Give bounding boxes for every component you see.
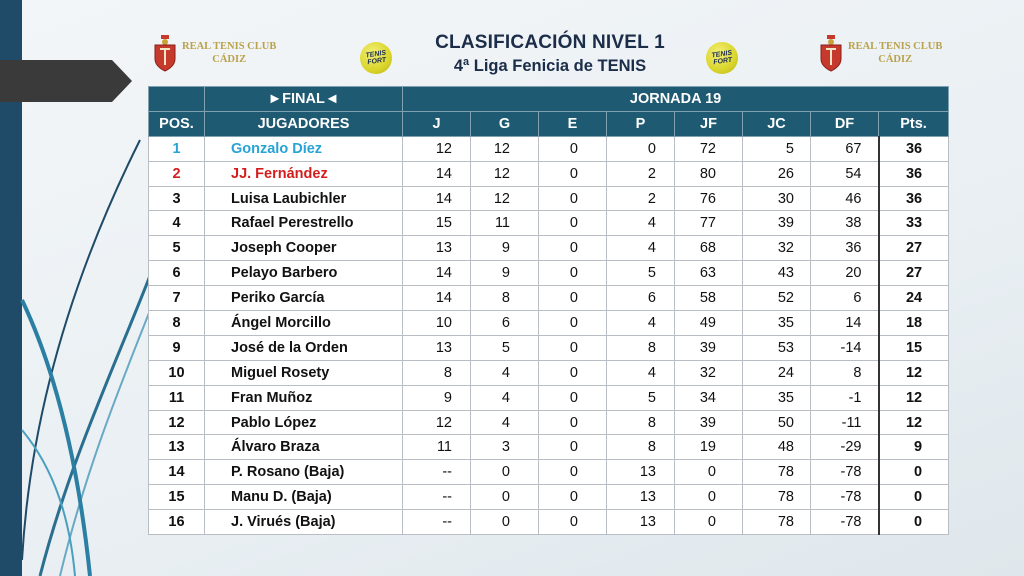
games-for-cell: 80 xyxy=(675,161,743,186)
position-cell: 13 xyxy=(149,435,205,460)
table-header-columns xyxy=(149,111,949,136)
table-row xyxy=(149,335,949,360)
page-title: CLASIFICACIÓN NIVEL 1 xyxy=(435,32,665,53)
played-cell: 12 xyxy=(403,136,471,161)
won-cell: 12 xyxy=(471,186,539,211)
won-cell: 3 xyxy=(471,435,539,460)
position-cell: 14 xyxy=(149,460,205,485)
table-row xyxy=(149,136,949,161)
games-against-cell: 78 xyxy=(743,510,811,535)
points-cell: 0 xyxy=(879,510,949,535)
drawn-cell: 0 xyxy=(539,510,607,535)
player-name-cell: Rafael Perestrello xyxy=(205,211,403,236)
table-row xyxy=(149,485,949,510)
played-cell: 15 xyxy=(403,211,471,236)
difference-cell: 38 xyxy=(811,211,879,236)
played-cell: -- xyxy=(403,460,471,485)
table-row xyxy=(149,435,949,460)
table-row xyxy=(149,286,949,311)
difference-cell: -1 xyxy=(811,385,879,410)
table-row xyxy=(149,161,949,186)
points-cell: 12 xyxy=(879,385,949,410)
won-cell: 9 xyxy=(471,261,539,286)
drawn-cell: 0 xyxy=(539,435,607,460)
page-title-block xyxy=(360,32,740,76)
difference-cell: -78 xyxy=(811,510,879,535)
drawn-cell: 0 xyxy=(539,360,607,385)
games-for-cell: 0 xyxy=(675,485,743,510)
ball-text-line1: TENIS xyxy=(710,49,733,60)
points-cell: 36 xyxy=(879,161,949,186)
games-against-cell: 30 xyxy=(743,186,811,211)
ball-text-line2: FORT xyxy=(366,56,387,67)
club-crest-icon xyxy=(152,33,178,73)
points-cell: 27 xyxy=(879,261,949,286)
column-header: P xyxy=(607,111,675,136)
games-against-cell: 32 xyxy=(743,236,811,261)
games-for-cell: 19 xyxy=(675,435,743,460)
table-row xyxy=(149,460,949,485)
difference-cell: 6 xyxy=(811,286,879,311)
games-against-cell: 24 xyxy=(743,360,811,385)
difference-cell: 67 xyxy=(811,136,879,161)
tennis-ball-icon xyxy=(706,42,738,74)
drawn-cell: 0 xyxy=(539,236,607,261)
won-cell: 8 xyxy=(471,286,539,311)
table-row xyxy=(149,261,949,286)
played-cell: 13 xyxy=(403,335,471,360)
standings-table xyxy=(148,86,949,535)
ball-text-line1: TENIS xyxy=(364,49,387,60)
won-cell: 9 xyxy=(471,236,539,261)
drawn-cell: 0 xyxy=(539,485,607,510)
games-against-cell: 26 xyxy=(743,161,811,186)
player-name-cell: Álvaro Braza xyxy=(205,435,403,460)
games-against-cell: 5 xyxy=(743,136,811,161)
points-cell: 36 xyxy=(879,136,949,161)
games-against-cell: 48 xyxy=(743,435,811,460)
difference-cell: 36 xyxy=(811,236,879,261)
lost-cell: 2 xyxy=(607,161,675,186)
difference-cell: -11 xyxy=(811,410,879,435)
lost-cell: 6 xyxy=(607,286,675,311)
played-cell: -- xyxy=(403,485,471,510)
lost-cell: 4 xyxy=(607,311,675,336)
lost-cell: 8 xyxy=(607,335,675,360)
difference-cell: 54 xyxy=(811,161,879,186)
lost-cell: 2 xyxy=(607,186,675,211)
lost-cell: 8 xyxy=(607,435,675,460)
difference-cell: 8 xyxy=(811,360,879,385)
games-for-cell: 39 xyxy=(675,335,743,360)
won-cell: 11 xyxy=(471,211,539,236)
difference-cell: -78 xyxy=(811,460,879,485)
games-against-cell: 50 xyxy=(743,410,811,435)
games-against-cell: 78 xyxy=(743,485,811,510)
drawn-cell: 0 xyxy=(539,385,607,410)
games-for-cell: 77 xyxy=(675,211,743,236)
games-for-cell: 49 xyxy=(675,311,743,336)
column-header: JF xyxy=(675,111,743,136)
won-cell: 4 xyxy=(471,410,539,435)
points-cell: 12 xyxy=(879,360,949,385)
drawn-cell: 0 xyxy=(539,136,607,161)
games-against-cell: 39 xyxy=(743,211,811,236)
games-for-cell: 68 xyxy=(675,236,743,261)
column-header: JUGADORES xyxy=(205,111,403,136)
games-against-cell: 78 xyxy=(743,460,811,485)
played-cell: -- xyxy=(403,510,471,535)
played-cell: 8 xyxy=(403,360,471,385)
points-cell: 9 xyxy=(879,435,949,460)
position-cell: 6 xyxy=(149,261,205,286)
drawn-cell: 0 xyxy=(539,286,607,311)
player-name-cell: Luisa Laubichler xyxy=(205,186,403,211)
won-cell: 12 xyxy=(471,136,539,161)
won-cell: 4 xyxy=(471,385,539,410)
games-against-cell: 35 xyxy=(743,385,811,410)
position-cell: 15 xyxy=(149,485,205,510)
player-name-cell: Miguel Rosety xyxy=(205,360,403,385)
played-cell: 12 xyxy=(403,410,471,435)
table-row xyxy=(149,510,949,535)
column-header: J xyxy=(403,111,471,136)
difference-cell: -14 xyxy=(811,335,879,360)
won-cell: 0 xyxy=(471,460,539,485)
won-cell: 12 xyxy=(471,161,539,186)
position-cell: 4 xyxy=(149,211,205,236)
won-cell: 4 xyxy=(471,360,539,385)
points-cell: 33 xyxy=(879,211,949,236)
player-name-cell: Periko García xyxy=(205,286,403,311)
games-for-cell: 34 xyxy=(675,385,743,410)
played-cell: 10 xyxy=(403,311,471,336)
position-cell: 3 xyxy=(149,186,205,211)
games-against-cell: 35 xyxy=(743,311,811,336)
player-name-cell: Ángel Morcillo xyxy=(205,311,403,336)
position-cell: 1 xyxy=(149,136,205,161)
lost-cell: 4 xyxy=(607,236,675,261)
position-cell: 12 xyxy=(149,410,205,435)
drawn-cell: 0 xyxy=(539,311,607,336)
club-logo-left xyxy=(152,32,276,74)
header-blank xyxy=(149,87,205,112)
table-row xyxy=(149,311,949,336)
games-for-cell: 39 xyxy=(675,410,743,435)
played-cell: 14 xyxy=(403,161,471,186)
position-cell: 16 xyxy=(149,510,205,535)
player-name-cell: J. Virués (Baja) xyxy=(205,510,403,535)
difference-cell: -29 xyxy=(811,435,879,460)
games-for-cell: 72 xyxy=(675,136,743,161)
points-cell: 15 xyxy=(879,335,949,360)
table-row xyxy=(149,360,949,385)
games-for-cell: 76 xyxy=(675,186,743,211)
games-for-cell: 0 xyxy=(675,510,743,535)
club-logo-right xyxy=(818,32,942,74)
position-cell: 2 xyxy=(149,161,205,186)
played-cell: 13 xyxy=(403,236,471,261)
points-cell: 0 xyxy=(879,485,949,510)
lost-cell: 13 xyxy=(607,485,675,510)
points-cell: 36 xyxy=(879,186,949,211)
player-name-cell: Gonzalo Díez xyxy=(205,136,403,161)
points-cell: 12 xyxy=(879,410,949,435)
games-against-cell: 53 xyxy=(743,335,811,360)
lost-cell: 4 xyxy=(607,360,675,385)
ball-text-line2: FORT xyxy=(712,56,733,67)
player-name-cell: JJ. Fernández xyxy=(205,161,403,186)
points-cell: 0 xyxy=(879,460,949,485)
games-against-cell: 43 xyxy=(743,261,811,286)
drawn-cell: 0 xyxy=(539,186,607,211)
drawn-cell: 0 xyxy=(539,211,607,236)
position-cell: 8 xyxy=(149,311,205,336)
played-cell: 14 xyxy=(403,261,471,286)
round-label: JORNADA 19 xyxy=(403,87,949,112)
club-crest-icon xyxy=(818,33,844,73)
player-name-cell: P. Rosano (Baja) xyxy=(205,460,403,485)
difference-cell: 20 xyxy=(811,261,879,286)
points-cell: 27 xyxy=(879,236,949,261)
lost-cell: 4 xyxy=(607,211,675,236)
drawn-cell: 0 xyxy=(539,161,607,186)
games-against-cell: 52 xyxy=(743,286,811,311)
lost-cell: 8 xyxy=(607,410,675,435)
page-subtitle: 4ª Liga Fenicia de TENIS xyxy=(453,57,647,75)
column-header: Pts. xyxy=(879,111,949,136)
player-name-cell: Joseph Cooper xyxy=(205,236,403,261)
lost-cell: 13 xyxy=(607,460,675,485)
club-name-left-line1: REAL TENIS CLUB xyxy=(182,41,277,52)
played-cell: 14 xyxy=(403,286,471,311)
points-cell: 24 xyxy=(879,286,949,311)
table-row xyxy=(149,236,949,261)
column-header: JC xyxy=(743,111,811,136)
lost-cell: 13 xyxy=(607,510,675,535)
player-name-cell: Manu D. (Baja) xyxy=(205,485,403,510)
lost-cell: 5 xyxy=(607,385,675,410)
difference-cell: -78 xyxy=(811,485,879,510)
player-name-cell: Pablo López xyxy=(205,410,403,435)
position-cell: 10 xyxy=(149,360,205,385)
difference-cell: 46 xyxy=(811,186,879,211)
won-cell: 5 xyxy=(471,335,539,360)
column-header: DF xyxy=(811,111,879,136)
games-for-cell: 63 xyxy=(675,261,743,286)
position-cell: 9 xyxy=(149,335,205,360)
club-name-left-line2: CÁDIZ xyxy=(212,54,247,65)
won-cell: 0 xyxy=(471,485,539,510)
stage-label: ►FINAL◄ xyxy=(205,87,403,112)
table-row xyxy=(149,385,949,410)
column-header: E xyxy=(539,111,607,136)
drawn-cell: 0 xyxy=(539,460,607,485)
drawn-cell: 0 xyxy=(539,410,607,435)
games-for-cell: 32 xyxy=(675,360,743,385)
player-name-cell: Fran Muñoz xyxy=(205,385,403,410)
lost-cell: 5 xyxy=(607,261,675,286)
games-for-cell: 0 xyxy=(675,460,743,485)
played-cell: 14 xyxy=(403,186,471,211)
table-header-top xyxy=(149,87,949,112)
played-cell: 9 xyxy=(403,385,471,410)
club-name-right-line2: CÁDIZ xyxy=(878,54,913,65)
position-cell: 5 xyxy=(149,236,205,261)
position-cell: 7 xyxy=(149,286,205,311)
position-cell: 11 xyxy=(149,385,205,410)
table-row xyxy=(149,410,949,435)
drawn-cell: 0 xyxy=(539,335,607,360)
player-name-cell: Pelayo Barbero xyxy=(205,261,403,286)
player-name-cell: José de la Orden xyxy=(205,335,403,360)
played-cell: 11 xyxy=(403,435,471,460)
won-cell: 6 xyxy=(471,311,539,336)
won-cell: 0 xyxy=(471,510,539,535)
table-row xyxy=(149,186,949,211)
lost-cell: 0 xyxy=(607,136,675,161)
table-row xyxy=(149,211,949,236)
games-for-cell: 58 xyxy=(675,286,743,311)
points-cell: 18 xyxy=(879,311,949,336)
club-name-right-line1: REAL TENIS CLUB xyxy=(848,41,943,52)
column-header: POS. xyxy=(149,111,205,136)
difference-cell: 14 xyxy=(811,311,879,336)
column-header: G xyxy=(471,111,539,136)
drawn-cell: 0 xyxy=(539,261,607,286)
